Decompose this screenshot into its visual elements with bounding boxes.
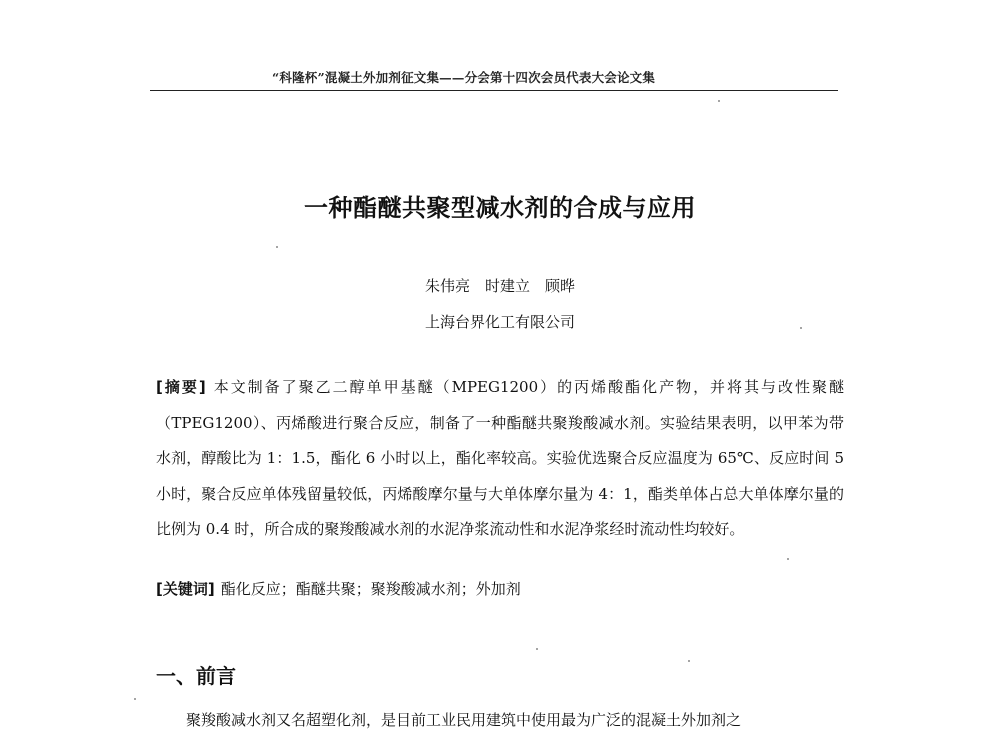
introduction-paragraph: 聚羧酸减水剂又名超塑化剂，是目前工业民用建筑中使用最为广泛的混凝土外加剂之	[186, 711, 742, 729]
running-header: “科隆杯”混凝土外加剂征文集——分会第十四次会员代表大会论文集	[272, 70, 656, 85]
author-affiliation: 上海台界化工有限公司	[424, 313, 575, 331]
abstract-text: 本文制备了聚乙二醇单甲基醚（MPEG1200）的丙烯酸酯化产物，并将其与改性聚醚（TPEG1200）、丙烯酸进行聚合反应，制备了一种酯醚共聚羧酸减水剂。实验结果表明，以甲苯为带水剂，醇酸比为 1：1.5，酯化 6 小时以上，酯化率较高。实验优选聚合反应温度为 65℃、反应时间 5 小时，聚合反应单体残留量较低，丙烯酸摩尔量与大单体摩尔量为 4：1，酯类单体占总大单体摩尔量的比例为 0.4 时，所合成的聚羧酸减水剂的水泥净浆流动性和水泥净浆经时流动性均较好。	[156, 378, 845, 539]
author-list: 朱伟亮 时建立 顾晔	[424, 277, 575, 295]
scan-speck	[718, 100, 720, 102]
paper-title: 一种酯醚共聚型减水剂的合成与应用	[304, 194, 696, 222]
abstract	[156, 370, 844, 548]
section-heading-introduction: 一、前言	[156, 664, 236, 688]
scan-speck	[800, 327, 802, 329]
keywords-text: 酯化反应；酯醚共聚；聚羧酸减水剂；外加剂	[220, 580, 521, 598]
scan-speck	[134, 698, 136, 700]
scan-speck	[536, 648, 538, 650]
keywords	[156, 578, 844, 599]
abstract-label: [摘要]	[156, 378, 206, 396]
keywords-label: [关键词]	[156, 580, 215, 598]
scan-speck	[787, 558, 789, 560]
scan-speck	[276, 246, 278, 248]
scan-speck	[688, 660, 690, 662]
header-rule	[150, 90, 838, 91]
